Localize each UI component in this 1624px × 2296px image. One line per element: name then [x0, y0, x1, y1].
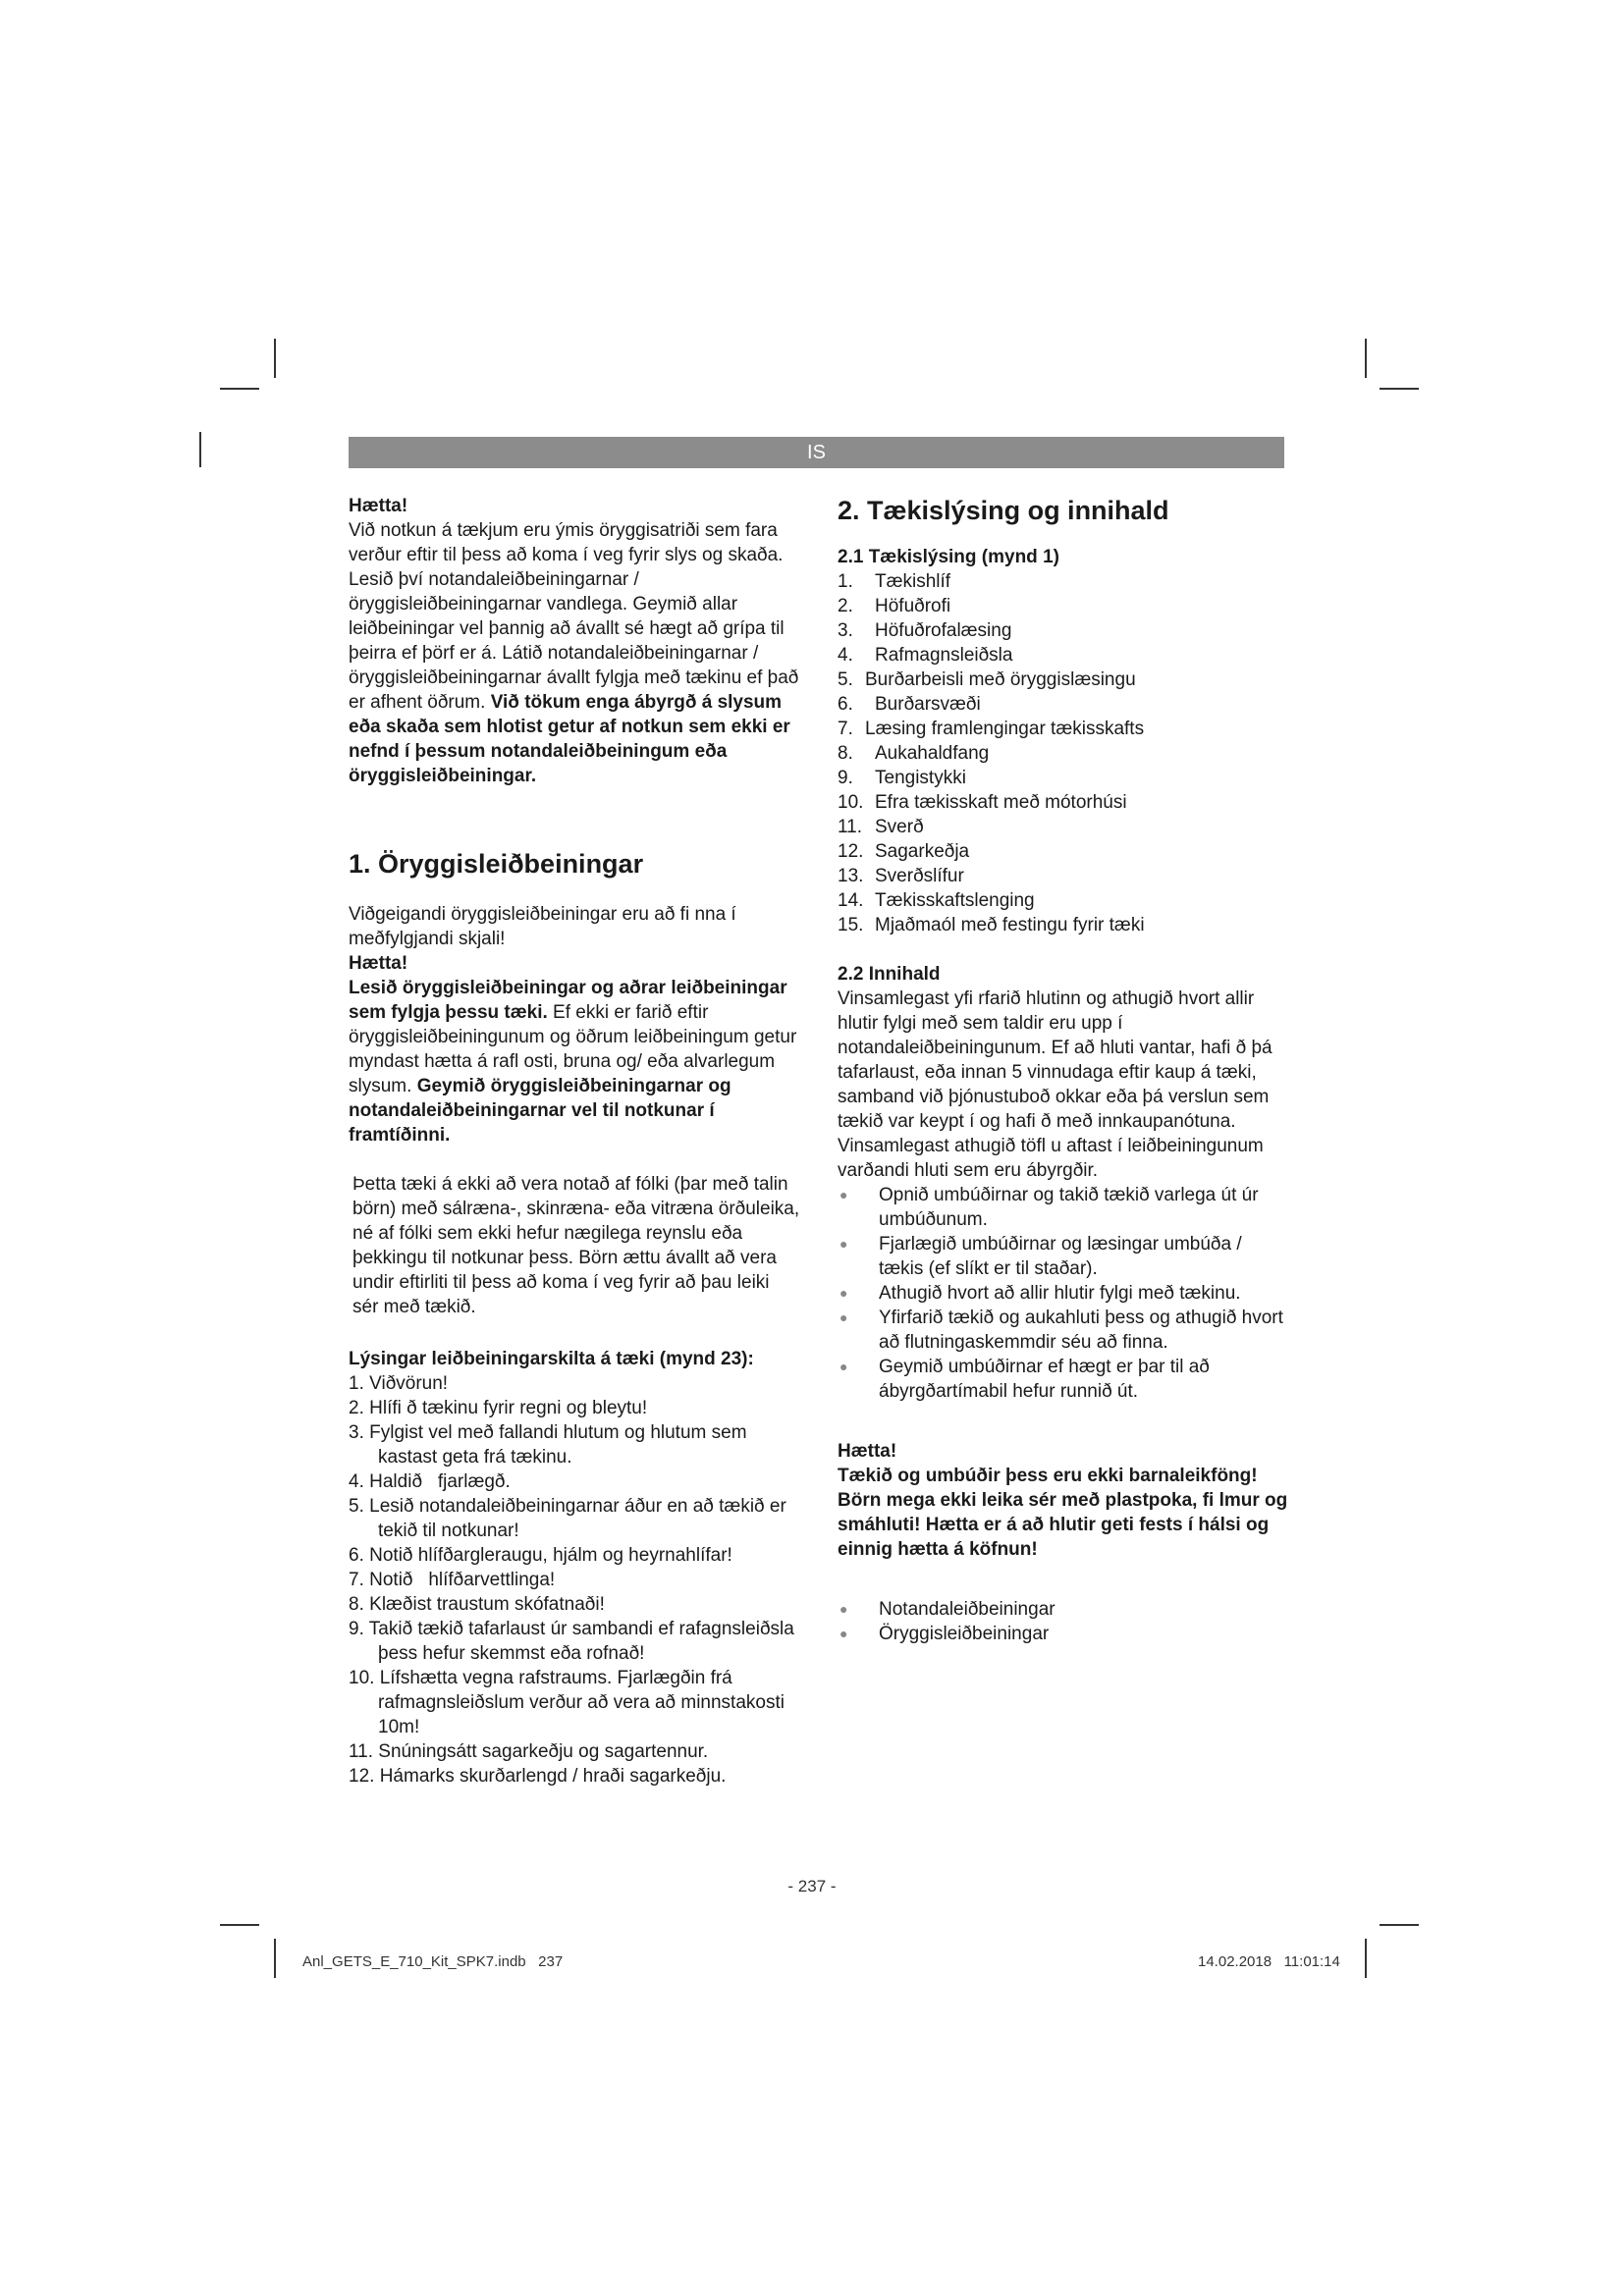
list-item [838, 594, 1289, 618]
item-text: Hámarks skurðarlengd / hraði sagarkeðju. [379, 1766, 727, 1787]
unpacking-list [838, 1183, 1289, 1404]
language-header-bar: IS [349, 437, 1284, 468]
list-item [838, 1597, 1289, 1622]
item-number: 9. [838, 768, 853, 788]
section-1-paragraph-2: Þetta tæki á ekki að vera notað af fólki (þar með talin börn) með sálræna-, skinræna- eða vitræna örðuleika, né af fólki sem ekki hefur nægilega reynslu eða þekkingu til notkunar þess. Börn ættu ávallt að vera undir eftirliti til þess að koma í veg fyrir að þau leiki sér með tækið. [352, 1174, 800, 1317]
item-text: Tækishlíf [875, 571, 951, 592]
footer-filename: Anl_GETS_E_710_Kit_SPK7.indb 237 [302, 1953, 564, 1970]
crop-mark [220, 388, 259, 390]
crop-mark [1380, 388, 1419, 390]
item-text: Efra tækisskaft með mótorhúsi [875, 792, 1127, 813]
crop-mark [220, 1924, 259, 1926]
list-item [349, 1739, 800, 1764]
included-docs-list [838, 1597, 1289, 1646]
list-item [838, 864, 1289, 888]
list-item [838, 1232, 1289, 1281]
footer-datetime: 14.02.2018 11:01:14 [1198, 1953, 1340, 1970]
item-number: 6. [349, 1545, 364, 1566]
item-number: 1. [349, 1373, 364, 1394]
warning-text: Við notkun á tækjum eru ýmis öryggisatriði sem fara verður eftir til þess að koma í veg fyrir slys og skaða. Lesið því notandaleiðbeiningarnar / öryggisleiðbeiningarnar vandlega. Geymið allar leiðbeiningar vel þannig að ávallt sé hægt að grípa til þeirra ef þörf er á. Látið notandaleiðbeiningarnar / öryggisleiðbeiningarnar ávallt fylgja með tækinu ef það er afhent öðrum. [349, 520, 799, 713]
section-2-heading: 2. Tækislýsing og innihald [838, 496, 1169, 525]
list-item [838, 717, 1289, 741]
item-number: 13. [838, 866, 864, 886]
bullet-icon: ● [839, 1359, 848, 1374]
list-item [838, 1355, 1289, 1404]
left-column [349, 494, 800, 1789]
item-text: Fylgist vel með fallandi hlutum og hlutum sem kastast geta frá tækinu. [369, 1422, 747, 1468]
item-text: Klæðist traustum skófatnaði! [369, 1594, 605, 1615]
section-2-2-heading: 2.2 Innihald [838, 964, 941, 985]
list-item [349, 1494, 800, 1543]
list-item [349, 1396, 800, 1420]
parts-list [838, 569, 1289, 937]
item-text: Snúningsátt sagarkeðju og sagartennur. [378, 1741, 709, 1762]
bullet-icon: ● [839, 1626, 848, 1641]
item-number: 11. [838, 817, 863, 837]
list-item [349, 1666, 800, 1739]
list-item [838, 667, 1289, 692]
list-item [838, 618, 1289, 643]
warning-2-text: Tækið og umbúðir þess eru ekki barnaleikföng! Börn mega ekki leika sér með plastpoka, fi lmur og smáhluti! Hætta er á að hlutir geti fests í hálsi og einnig hætta á köfnun! [838, 1466, 1288, 1560]
list-item [349, 1592, 800, 1617]
list-item [838, 1622, 1289, 1646]
list-item [349, 1469, 800, 1494]
crop-mark [1380, 1924, 1419, 1926]
list-item [349, 1371, 800, 1396]
item-number: 3. [349, 1422, 364, 1443]
item-text: Hlífi ð tækinu fyrir regni og bleytu! [369, 1398, 648, 1418]
list-item [838, 692, 1289, 717]
labels-heading: Lýsingar leiðbeiningarskilta á tæki (mynd 23): [349, 1349, 754, 1369]
item-number: 5. [838, 669, 853, 690]
section-1-paragraph [349, 976, 800, 1148]
item-text: Fjarlægið umbúðirnar og læsingar umbúða / tækis (ef slíkt er til staðar). [879, 1234, 1242, 1279]
item-text: Höfuðrofi [875, 596, 951, 616]
bold-text: Lesið öryggisleiðbeiningar og aðrar leiðbeiningar sem fylgja þessu tæki. [349, 978, 787, 1023]
list-item [349, 1543, 800, 1568]
item-text: Burðarbeisli með öryggislæsingu [865, 669, 1136, 690]
item-text: Takið tækið tafarlaust úr sambandi ef rafagnsleiðsla þess hefur skemmst eða rofnað! [368, 1619, 794, 1664]
item-number: 15. [838, 915, 864, 935]
bullet-icon: ● [839, 1285, 848, 1301]
section-1-warning-title: Hætta! [349, 953, 408, 974]
section-2-2-paragraph: Vinsamlegast yfi rfarið hlutinn og athugið hvort allir hlutir fylgi með sem taldir eru upp í notandaleiðbeiningunum. Ef að hluti vantar, hafi ð þá tafarlaust, eða innan 5 vinnudaga eftir kaup á tæki, samband við þjónustuboð okkar eða þá verslun sem tækið var keypt í og hafi ð með innkaupanótuna. Vinsamlegast athugið töfl u aftast í leiðbeiningunum varðandi hluti sem eru ábyrgðir. [838, 988, 1272, 1181]
item-number: 9. [349, 1619, 364, 1639]
bullet-icon: ● [839, 1309, 848, 1325]
item-number: 12. [349, 1766, 375, 1787]
item-text: Tengistykki [875, 768, 966, 788]
item-text: Lífshætta vegna rafstraums. Fjarlægðin frá rafmagnsleiðslum verður að vera að minnstakosti 10m! [378, 1668, 785, 1737]
list-item [349, 1568, 800, 1592]
item-number: 6. [838, 694, 853, 715]
list-item [349, 1764, 800, 1789]
warning-title: Hætta! [349, 496, 408, 516]
crop-mark [199, 432, 201, 467]
item-text: Opnið umbúðirnar og takið tækið varlega út úr umbúðunum. [879, 1185, 1259, 1230]
item-text: Lesið notandaleiðbeiningarnar áður en að tækið er tekið til notkunar! [369, 1496, 786, 1541]
text: Ef ekki er farið eftir öryggisleiðbeiningunum og öðrum leiðbeiningum getur myndast hætta á rafl osti, bruna og/ eða alvarlegum slysum. [349, 1002, 797, 1096]
crop-mark [1365, 339, 1367, 378]
crop-mark [274, 339, 276, 378]
warning-2-title: Hætta! [838, 1441, 897, 1462]
item-number: 12. [838, 841, 864, 862]
warning-bold-text: Við tökum enga ábyrgð á slysum eða skaða sem hlotist getur af notkun sem ekki er nefnd í þessum notandaleiðbeiningum eða öryggisleiðbeiningar. [349, 692, 790, 786]
list-item [349, 1617, 800, 1666]
list-item [838, 569, 1289, 594]
item-text: Athugið hvort að allir hlutir fylgi með tækinu. [879, 1283, 1241, 1304]
item-text: Læsing framlengingar tækisskafts [865, 719, 1145, 739]
list-item [349, 1420, 800, 1469]
crop-mark [274, 1939, 276, 1978]
item-number: 10. [349, 1668, 375, 1688]
crop-mark [1365, 1939, 1367, 1978]
list-item [838, 1306, 1289, 1355]
item-number: 11. [349, 1741, 374, 1762]
list-item [838, 888, 1289, 913]
item-number: 7. [838, 719, 853, 739]
list-item [838, 741, 1289, 766]
item-text: Mjaðmaól með festingu fyrir tæki [875, 915, 1145, 935]
bullet-icon: ● [839, 1236, 848, 1252]
item-text: Sverð [875, 817, 924, 837]
item-number: 4. [838, 645, 853, 666]
item-number: 8. [349, 1594, 364, 1615]
list-item [838, 1281, 1289, 1306]
item-text: Burðarsvæði [875, 694, 981, 715]
section-2-1-heading: 2.1 Tækislýsing (mynd 1) [838, 547, 1059, 567]
item-text: Tækisskaftslenging [875, 890, 1035, 911]
item-number: 5. [349, 1496, 364, 1517]
item-number: 1. [838, 571, 853, 592]
list-item [838, 815, 1289, 839]
section-1-heading: 1. Öryggisleiðbeiningar [349, 849, 644, 879]
list-item [838, 790, 1289, 815]
item-text: Rafmagnsleiðsla [875, 645, 1013, 666]
section-1-intro: Viðgeigandi öryggisleiðbeiningar eru að fi nna í meðfylgjandi skjali! [349, 904, 736, 949]
item-text: Notandaleiðbeiningar [879, 1599, 1056, 1620]
item-text: Aukahaldfang [875, 743, 990, 764]
item-number: 7. [349, 1570, 364, 1590]
item-number: 2. [838, 596, 853, 616]
item-text: Geymið umbúðirnar ef hægt er þar til að ábyrgðartímabil hefur runnið út. [879, 1357, 1210, 1402]
bold-text: Geymið öryggisleiðbeiningarnar og notandaleiðbeiningarnar vel til notkunar í framtíðinni. [349, 1076, 731, 1146]
right-column [838, 494, 1289, 1646]
item-text: Haldið fjarlægð. [369, 1471, 511, 1492]
item-text: Öryggisleiðbeiningar [879, 1624, 1050, 1644]
item-text: Viðvörun! [369, 1373, 449, 1394]
item-number: 10. [838, 792, 864, 813]
item-text: Sagarkeðja [875, 841, 970, 862]
page-number: - 237 - [787, 1877, 837, 1896]
labels-list [349, 1371, 800, 1789]
list-item [838, 766, 1289, 790]
list-item [838, 839, 1289, 864]
list-item [838, 643, 1289, 667]
item-number: 3. [838, 620, 853, 641]
item-text: Notið hlífðarvettlinga! [369, 1570, 556, 1590]
item-text: Höfuðrofalæsing [875, 620, 1012, 641]
item-number: 2. [349, 1398, 364, 1418]
item-number: 14. [838, 890, 864, 911]
warning-paragraph [349, 518, 800, 788]
item-text: Yfirfarið tækið og aukahluti þess og athugið hvort að flutningaskemmdir séu að finna. [879, 1308, 1283, 1353]
list-item [838, 913, 1289, 937]
item-number: 4. [349, 1471, 364, 1492]
item-text: Notið hlífðargleraugu, hjálm og heyrnahlífar! [369, 1545, 732, 1566]
item-number: 8. [838, 743, 853, 764]
bullet-icon: ● [839, 1187, 848, 1202]
item-text: Sverðslífur [875, 866, 964, 886]
bullet-icon: ● [839, 1601, 848, 1617]
list-item [838, 1183, 1289, 1232]
